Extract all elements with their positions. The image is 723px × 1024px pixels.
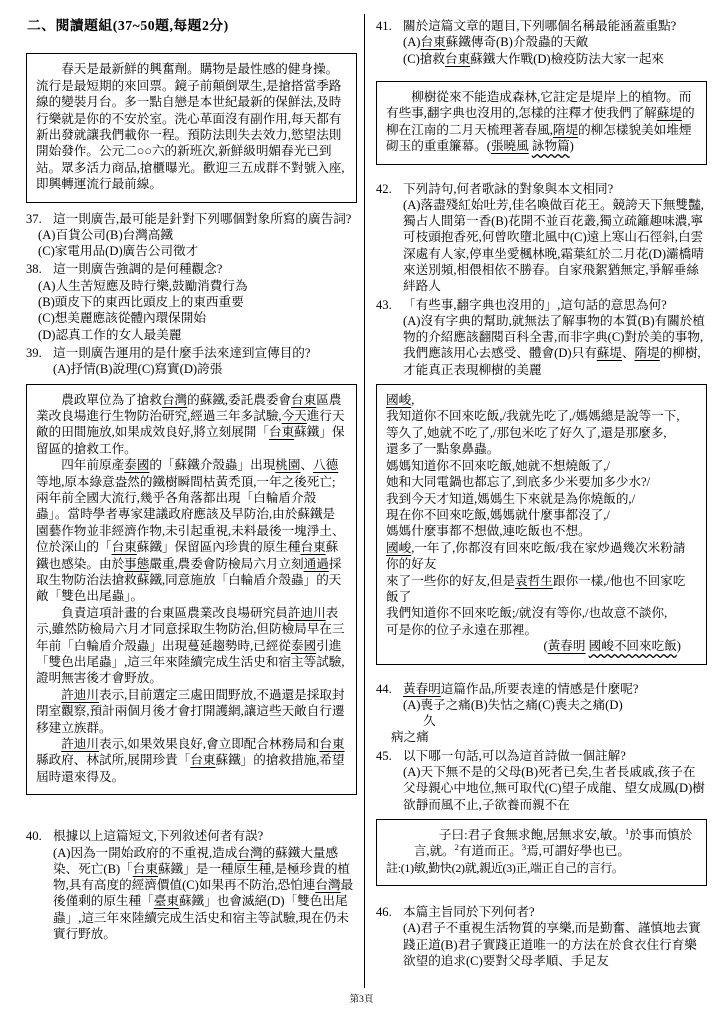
question-39: [26, 345, 357, 378]
poem-line: 來了一些你的好友,但是袁哲生跟你一樣,/他也不回家吃飯了: [386, 573, 686, 604]
options-text: (A)因為一開始政府的不重視,造成台灣的蘇鐵大量感染、死亡(B)「台東蘇鐵」是一種原生種,是極珍貴的植物,具有高度的經濟價值(C)如果再不防治,恐怕連台灣最後僅剩的原生種「臺東蘇鐵」也會滅絕(D)「雙色出尾蟲」,這三年來陸續完成生活史和宿主等試驗,現在仍未實行野放。: [53, 845, 354, 942]
passage-paragraph: 柳樹從來不能造成森林,它註定是堤岸上的植物。而有些事,翻字典也沒用的,怎樣的注釋才使我們了解蘇堤的柳在江南的二月天梳理著春風,隋堤的柳怎樣貌美如堆煙砌玉的重重簾幕。(張曉風 詠物篇): [386, 89, 695, 154]
option-line: (D)認真工作的女人最美麗: [38, 327, 182, 342]
poem-line: 媽媽知道你不回來吃飯,她就不想燒飯了,/: [386, 458, 610, 473]
poem-line: 等久了,她就不吃了,/那包米吃了好久了,還是那麼多,: [386, 425, 667, 440]
question-44: [376, 681, 707, 746]
passage-paragraph: 四年前原產泰國的「蘇鐵介殼蟲」出現桃園、八德等地,原本綠意盎然的鐵樹瞬間枯黃禿頂,一年之後死亡;兩年前全國大流行,幾乎各角落都出現「白輪盾介殼蟲」。當時學者專家建議政府應該及早防治,由於蘇鐵是園藝作物並非經濟作物,未引起重視,未料最後一塊淨土、位於深山的「台東蘇鐵」保留區內珍貴的原生種台東蘇鐵也感染。由於事態嚴重,農委會防檢局六月立刻通過採取生物防治法搶救蘇鐵,同意施放「白輪盾介殼蟲」的天敵「雙色出尾蟲」。: [36, 458, 345, 604]
question-37: [26, 211, 357, 260]
question-number: 44.: [376, 681, 392, 696]
poem-line: 我到今天才知道,媽媽生下來就是為你燒飯的,/: [386, 491, 636, 506]
question-stem: 下列詩句,何者歌詠的對象與本文相同?: [403, 181, 614, 196]
question-number: 38.: [26, 262, 42, 277]
question-42: [376, 181, 707, 295]
question-number: 45.: [376, 748, 392, 763]
passage-paragraph: 負責這項計畫的台東區農業改良場研究員許迪川表示,雖然防檢局六月才同意採取生物防治,但防檢局早在三年前「白輪盾介殼蟲」出現蔓延趨勢時,已經從泰國引進「雙色出尾蟲」,這三年來陸續完成生活史和宿主等試驗,證明無害後才會野放。: [36, 605, 345, 686]
question-number: 37.: [26, 211, 42, 226]
question-stem: 「有些事,翻字典也沒用的」,這句話的意思為何?: [403, 297, 667, 312]
right-column: [376, 0, 707, 969]
options-text: (A)天下無不是的父母(B)死者已矣,生者長戚戚,孩子在父母親心中地位,無可取代(C)望子成龍、望女成鳳(D)樹欲靜而風不止,子欲養而親不在: [403, 765, 705, 812]
passage-box-willow: [376, 81, 707, 165]
passage-paragraph: 許迪川表示,如果效果良好,會立即配合林務局和台東縣政府、林試所,展開珍貴「台東蘇鐵」的搶救措施,希望屆時還來得及。: [36, 737, 345, 784]
question-stem: 本篇主旨同於下列何者?: [403, 905, 535, 920]
option-line-continued: 病之痛: [391, 730, 429, 745]
option-line: (C)想美麗應該從體內環保開始: [38, 311, 206, 326]
poem-line: 她和大同電鍋也都忘了,到底多少米要加多少水?/: [386, 475, 651, 490]
options-text: (A)沒有字典的幫助,就無法了解事物的本質(B)有關於植物的介紹應該翻閱百科全書,而非字典(C)對於美的事物,我們應該用心去感受、體會(D)只有蘇堤、隋堤的柳樹,才能真正表現柳樹的美麗: [403, 313, 705, 377]
options-text: (A)落盡殘紅始吐芳,佳名喚做百花王。競誇天下無雙豔,獨占人間第一香(B)花開不並百花叢,獨立疏籬趣味濃,寧可枝頭抱香死,何曾吹墮北風中(C)遠上寒山石徑斜,白雲深處有人家,停車坐愛楓林晚,霜葉紅於二月花(D)灞橋晴來送別頻,相偎相依不勝春。自家飛絮猶無定,爭解垂絲絆路人: [403, 197, 704, 294]
question-number: 41.: [376, 19, 392, 33]
option-line: (A)台東蘇鐵傳奇(B)介殼蟲的天敵: [403, 35, 589, 50]
poem-line: 媽媽什麼事都不想做,連吃飯也不想。: [386, 524, 591, 539]
poem-attribution: (黃春明 國峻不回來吃飯): [543, 639, 681, 654]
question-stem: 這一則廣告運用的是什麼手法來達到宣傳目的?: [53, 345, 311, 360]
question-45: [376, 748, 707, 813]
question-stem: 以下哪一句話,可以為這首詩做一個註解?: [403, 748, 626, 763]
question-stem: 這一則廣告,最可能是針對下列哪個對象所寫的廣告詞?: [53, 211, 352, 226]
option-line: (A)抒情(B)說理(C)寫實(D)誇張: [53, 362, 223, 377]
poem-line: 還多了一點象鼻蟲。: [386, 442, 500, 457]
question-stem: 黃春明這篇作品,所要表達的情感是什麼呢?: [403, 681, 639, 696]
question-43: [376, 297, 707, 378]
question-stem: 根據以上這篇短文,下列敘述何者有誤?: [53, 829, 264, 844]
option-line: (C)家電用品(D)廣告公司徵才: [38, 244, 199, 259]
passage-box-ad: [26, 53, 357, 202]
question-number: 43.: [376, 297, 392, 312]
question-stem: 關於這篇文章的題目,下列哪個名稱最能涵蓋重點?: [403, 19, 677, 33]
passage-box-poem: [376, 384, 707, 665]
question-40: [26, 828, 357, 942]
question-46: [376, 904, 707, 969]
poem-line: 國峻,一年了,你都沒有回來吃飯/我在家炒過幾次米粉請你的好友: [386, 540, 686, 572]
section-title: 二、閱讀題組(37~50題,每題2分): [27, 18, 229, 33]
question-stem: 這一則廣告強調的是何種觀念?: [53, 262, 223, 277]
question-38: [26, 261, 357, 342]
question-41: [376, 18, 707, 67]
question-number: 40.: [26, 829, 42, 844]
option-line-continued: 久: [423, 714, 436, 729]
passage-paragraph: 農政單位為了搶救台灣的蘇鐵,委託農委會台東區農業改良場進行生物防治研究,經過三年多試驗,今天進行天敵的田間施放,如果成效良好,將立刻展開「台東蘇鐵」保留區的搶救工作。: [36, 392, 345, 456]
left-column: [26, 0, 357, 942]
analects-text: 子曰:君子食無求飽,居無求安,敏。$^1$於事而慎於言,就。$^2$有道而正。$^3$焉,可謂好學也已。: [413, 825, 693, 859]
options-text: (A)君子不重視生活物質的享樂,而是勤奮、謹慎地去實踐正道(B)君子實踐正道唯一的方法在於食衣住行育樂欲望的追求(C)要對父母孝順、手足友: [403, 921, 701, 969]
analects-note: 註:(1)敏,勤快(2)就,親近(3)正,端正自己的言行。: [386, 860, 624, 875]
option-line: (A)喪子之痛(B)失怙之痛(C)喪夫之痛(D): [403, 697, 623, 712]
question-number: 46.: [376, 905, 392, 920]
passage-box-cycad: [26, 384, 357, 796]
poem-line: 可是你的位子永遠在那裡。: [386, 622, 538, 637]
question-number: 39.: [26, 345, 42, 360]
option-line: (A)人生苦短應及時行樂,鼓勵消費行為: [38, 278, 248, 293]
passage-paragraph: 許迪川表示,目前選定三處田間野放,不過還是採取封閉室觀察,預計兩個月後才會打開護網,讓這些天敵自行遷移建立族群。: [36, 687, 345, 735]
passage-paragraph: 春天是最新鮮的興奮劑。購物是最性感的健身操。流行是最短期的來回票。鏡子前顛倒眾生,是搶搭當季路線的變裝月台。多一點自戀是本世紀最新的保鮮法,及時行樂就是你的不安於室。洗心革面沒有副作用,每天都有新出發就讓我們載你一程。預防法則失去效力,慾望法則開始發作。公元二○○六的新班次,新鮮級明媚春光已到站。眾多活力商品,搶櫃曝光。歡迎三五成群不對號入座,即興轉運流行最前線。: [36, 62, 345, 192]
option-line: (C)搶救台東蘇鐵大作戰(D)檢疫防法大家一起來: [403, 51, 664, 66]
option-line: (B)頭皮下的東西比頭皮上的東西重要: [38, 295, 244, 310]
poem-line: 我們知道你不回來吃飯;/就沒有等你,/也故意不談你,: [386, 606, 668, 621]
poem-line: 現在你不回來吃飯,媽媽就什麼事都沒了,/: [386, 507, 610, 522]
column-divider: [364, 14, 365, 988]
page-footer: 第3頁: [349, 994, 374, 1005]
poem-line: 我知道你不回來吃飯,/我就先吃了,/媽媽總是說等一下,: [386, 409, 680, 424]
poem-line: 國峻,: [386, 393, 415, 408]
option-line: (A)百貨公司(B)台灣高鐵: [38, 227, 174, 242]
passage-box-analects: [376, 819, 707, 886]
question-number: 42.: [376, 181, 392, 196]
